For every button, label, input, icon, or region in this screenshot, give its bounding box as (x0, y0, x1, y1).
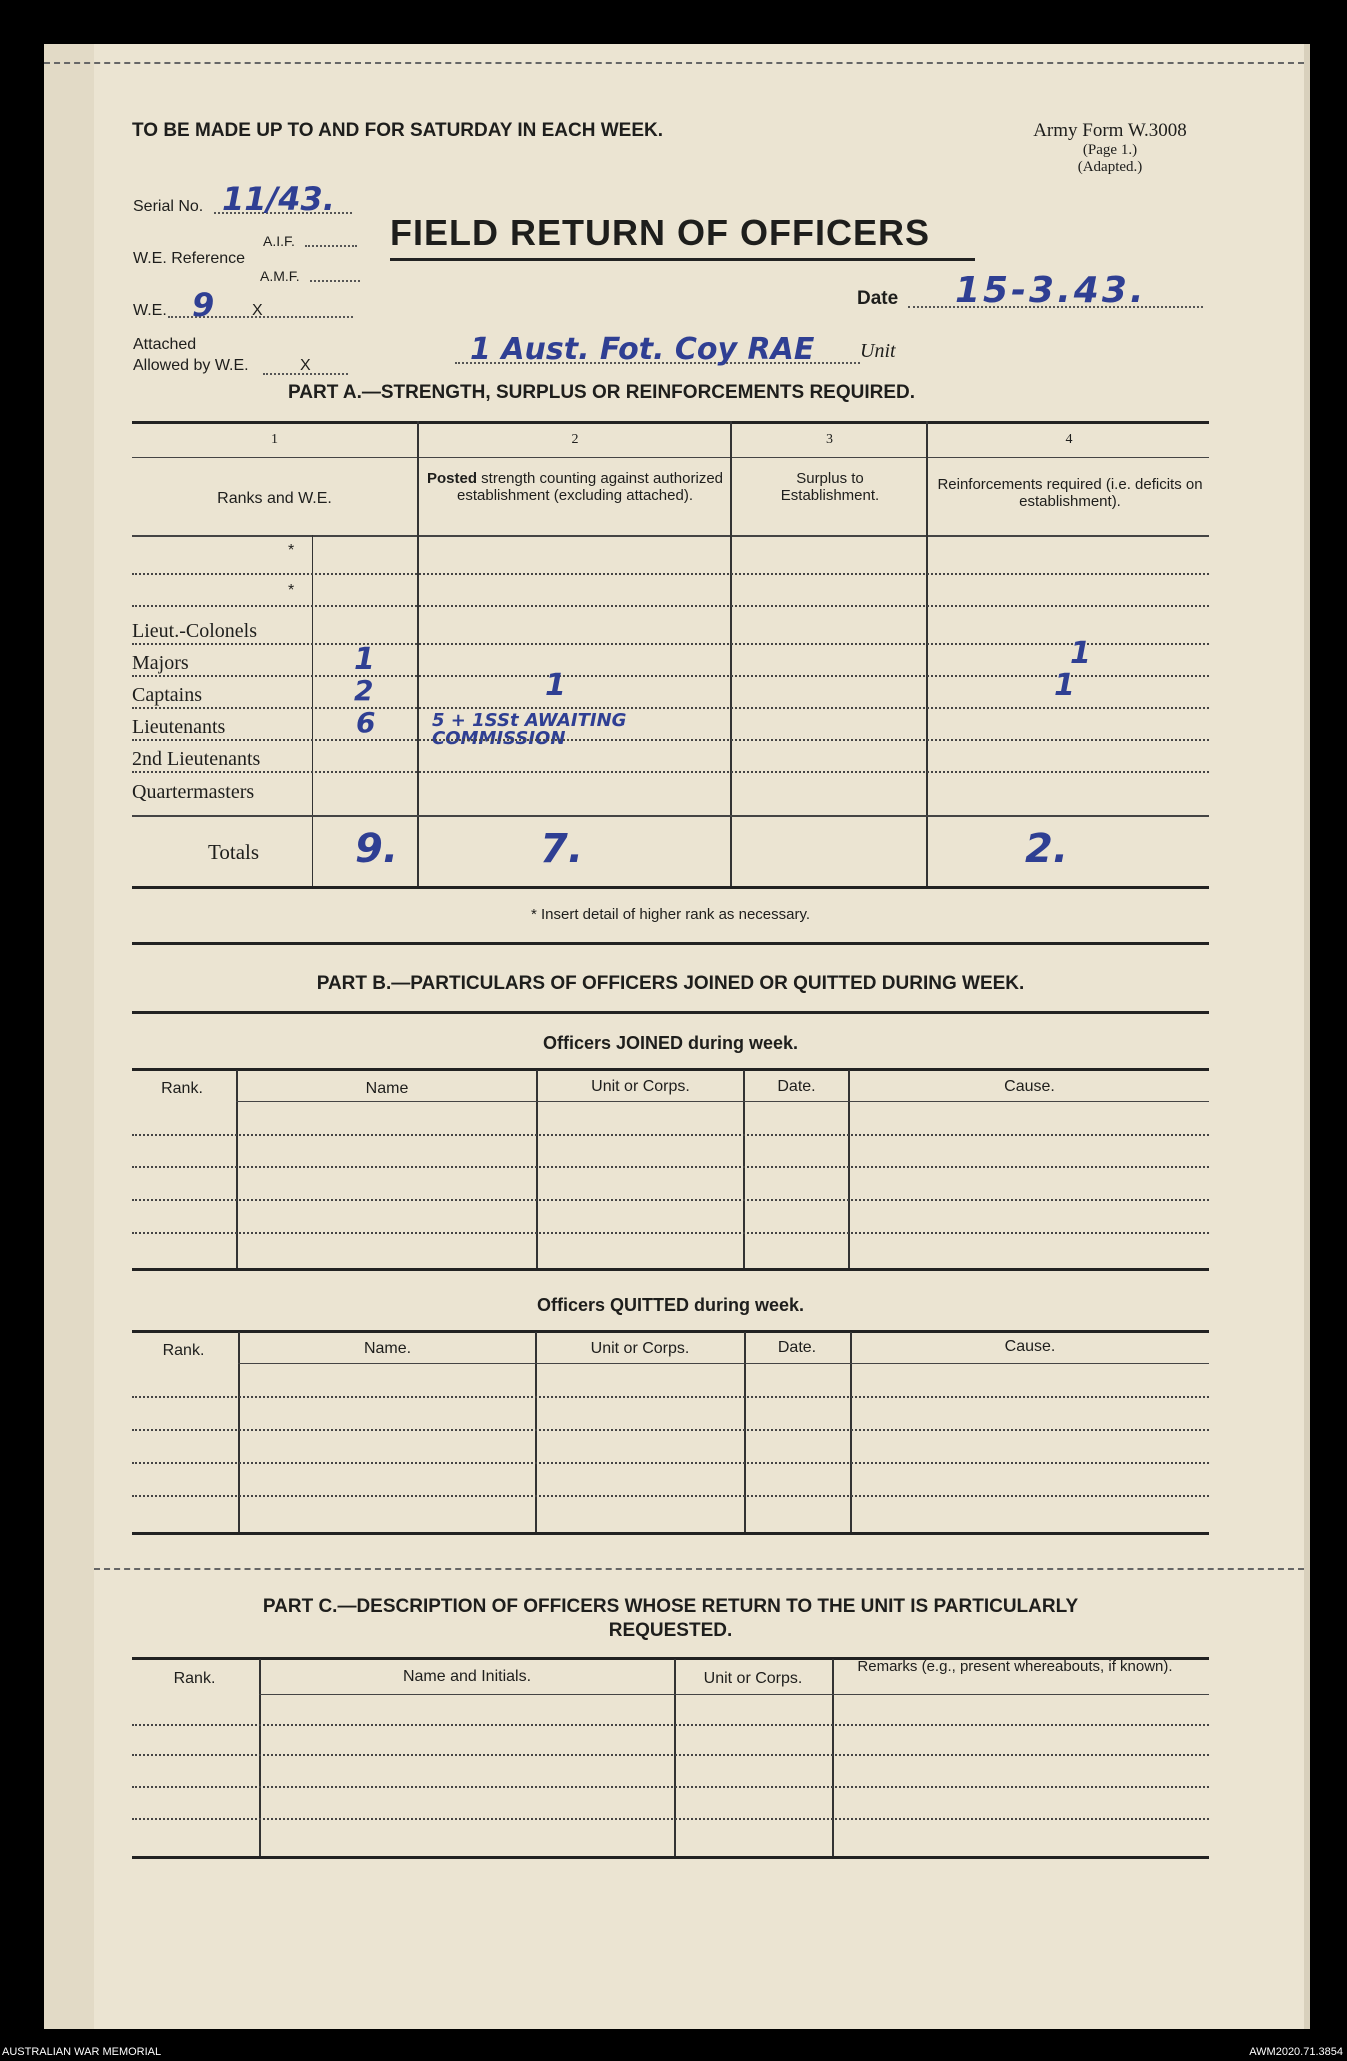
form-adapted: (Adapted.) (1077, 159, 1143, 175)
attached-label: Attached (133, 336, 197, 353)
form-title: FIELD RETURN OF OFFICERS (390, 212, 930, 253)
joined-row-4 (132, 1232, 1209, 1234)
unit-value: 1 Aust. Fot. Coy RAE (470, 332, 815, 367)
asterisk-1: * (288, 542, 295, 559)
we-label: W.E. (133, 302, 167, 319)
majors-we: 1 (354, 642, 375, 677)
quitted-row-3 (132, 1462, 1209, 1464)
rank-majors: Majors (132, 652, 189, 674)
row-line-1 (132, 643, 1209, 645)
joined-bottom-rule (132, 1268, 1209, 1271)
col2-header (425, 470, 725, 504)
part-c-header-rule (259, 1694, 1209, 1695)
rank-lieut-colonels: Lieut.-Colonels (132, 620, 257, 642)
rank-quartermasters: Quartermasters (132, 781, 255, 803)
part-c-heading-line2: REQUESTED. (608, 1620, 733, 1641)
footer-left: AUSTRALIAN WAR MEMORIAL (2, 2046, 162, 2058)
asterisk-2: * (288, 582, 295, 599)
serial-label: Serial No. (133, 198, 204, 215)
totals-label: Totals (208, 840, 260, 864)
col-number-rule (132, 457, 1209, 458)
joined-col-unit: Unit or Corps. (591, 1078, 690, 1095)
part-a-end-rule (132, 942, 1209, 945)
part-c-row-3 (132, 1786, 1209, 1788)
quitted-col-unit: Unit or Corps. (590, 1340, 690, 1357)
aif-label: A.I.F. (263, 233, 295, 249)
col4-header: Reinforcements required (i.e. deficits on establishment). (937, 476, 1203, 510)
part-c-bottom-rule (132, 1856, 1209, 1859)
joined-vline-1 (236, 1070, 238, 1270)
title-underline (390, 258, 975, 261)
col-number-2: 2 (571, 432, 579, 447)
row-line-3 (132, 707, 1209, 709)
instruction-text: TO BE MADE UP TO AND FOR SATURDAY IN EACH WEEK. (132, 120, 663, 141)
total-reinf: 2. (1025, 826, 1069, 872)
total-we: 9. (355, 826, 399, 872)
rank-2nd-lieutenants: 2nd Lieutenants (132, 748, 261, 770)
joined-header-rule (236, 1101, 1209, 1102)
joined-title: Officers JOINED during week. (542, 1033, 799, 1053)
form-page: (Page 1.) (1082, 142, 1138, 158)
part-c-col-remarks: Remarks (e.g., present whereabouts, if known). (857, 1658, 1173, 1675)
col-number-4: 4 (1065, 432, 1073, 447)
part-a-vline-1 (417, 421, 419, 887)
quitted-col-date: Date. (777, 1339, 817, 1356)
captains-we: 2 (354, 674, 374, 707)
col2-header-bold: Posted (426, 470, 477, 487)
we-value: 9 (192, 286, 215, 324)
col-number-3: 3 (826, 432, 833, 447)
amf-line (310, 280, 360, 282)
joined-row-2 (132, 1166, 1209, 1168)
joined-col-name: Name (365, 1080, 409, 1097)
part-a-footnote: * Insert detail of higher rank as necessary. (530, 906, 811, 923)
row-line-2 (132, 675, 1209, 677)
part-c-col-rank: Rank. (173, 1670, 216, 1687)
majors-reinf: 1 (1070, 636, 1091, 671)
captains-reinf: 1 (1054, 668, 1075, 703)
quitted-header-rule (238, 1363, 1209, 1364)
asterisk-row-2-line (132, 605, 1209, 607)
part-a-vline-2 (730, 421, 732, 887)
col1-header: Ranks and W.E. (217, 490, 332, 507)
paper-fold-strip (44, 44, 94, 2029)
part-b-top-rule (132, 1011, 1209, 1014)
quitted-top-rule (132, 1330, 1209, 1333)
allowed-x-label: X (300, 357, 311, 374)
header-bottom-rule (132, 535, 1209, 537)
middle-perforation (94, 1568, 1304, 1570)
part-c-vline-1 (259, 1659, 261, 1859)
rank-lieutenants: Lieutenants (132, 716, 226, 738)
asterisk-row-1-line (132, 573, 1209, 575)
col3-header: Surplus to Establishment. (780, 470, 880, 504)
quitted-col-cause: Cause. (1004, 1338, 1056, 1355)
quitted-col-rank: Rank. (162, 1342, 205, 1359)
total-posted: 7. (540, 826, 584, 872)
part-c-vline-3 (832, 1659, 834, 1859)
part-c-vline-2 (674, 1659, 676, 1859)
lieutenants-we: 6 (356, 706, 376, 739)
part-c-row-1 (132, 1724, 1209, 1726)
joined-vline-3 (743, 1070, 745, 1270)
quitted-title: Officers QUITTED during week. (536, 1295, 805, 1315)
lieutenants-posted: 5 + 1SSt AWAITING COMMISSION (432, 710, 627, 749)
quitted-row-2 (132, 1429, 1209, 1431)
joined-col-cause: Cause. (1004, 1078, 1055, 1095)
col2-header-rest: strength counting against authorized establishment (excluding attached). (457, 470, 724, 504)
form-number: Army Form W.3008 (1033, 120, 1187, 141)
part-c-row-4 (132, 1818, 1209, 1820)
footer-right: AWM2020.71.3854 (1249, 2046, 1343, 2058)
rank-captains: Captains (132, 684, 202, 706)
joined-top-rule (132, 1068, 1209, 1071)
part-a-bottom-rule (132, 886, 1209, 889)
row-line-5 (132, 771, 1209, 773)
row-line-4 (132, 739, 1209, 741)
date-label: Date (857, 288, 899, 309)
part-a-heading: PART A.—STRENGTH, SURPLUS OR REINFORCEMENTS REQUIRED. (288, 382, 916, 403)
unit-label: Unit (860, 340, 896, 362)
quitted-row-4 (132, 1495, 1209, 1497)
joined-row-3 (132, 1199, 1209, 1201)
part-c-heading-line1: PART C.—DESCRIPTION OF OFFICERS WHOSE RETURN TO THE UNIT IS PARTICULARLY (262, 1596, 1079, 1617)
part-a-we-divider (312, 535, 313, 887)
captains-posted: 1 (545, 668, 566, 703)
joined-col-date: Date. (777, 1078, 816, 1095)
joined-row-1 (132, 1134, 1209, 1136)
amf-label: A.M.F. (260, 268, 300, 284)
serial-value: 11/43. (222, 180, 335, 218)
part-a-top-rule (132, 421, 1209, 424)
allowed-label: Allowed by W.E. (133, 357, 249, 374)
part-c-col-name: Name and Initials. (402, 1668, 532, 1685)
joined-col-rank: Rank. (161, 1080, 203, 1097)
quitted-row-1 (132, 1396, 1209, 1398)
col-number-1: 1 (271, 432, 278, 447)
part-c-heading (132, 1595, 1209, 1643)
part-b-heading: PART B.—PARTICULARS OF OFFICERS JOINED OR QUITTED DURING WEEK. (316, 973, 1025, 994)
we-x-label: X (252, 302, 263, 319)
part-a-vline-3 (926, 421, 928, 887)
aif-line (305, 245, 357, 247)
quitted-bottom-rule (132, 1532, 1209, 1535)
date-value: 15-3.43. (955, 270, 1147, 311)
part-c-row-2 (132, 1754, 1209, 1756)
top-perforation (44, 62, 1304, 64)
we-reference-label: W.E. Reference (133, 250, 246, 267)
totals-top-rule (132, 815, 1209, 817)
quitted-col-name: Name. (363, 1340, 412, 1357)
joined-vline-4 (848, 1070, 850, 1270)
joined-vline-2 (536, 1070, 538, 1270)
part-c-col-unit: Unit or Corps. (703, 1670, 803, 1687)
